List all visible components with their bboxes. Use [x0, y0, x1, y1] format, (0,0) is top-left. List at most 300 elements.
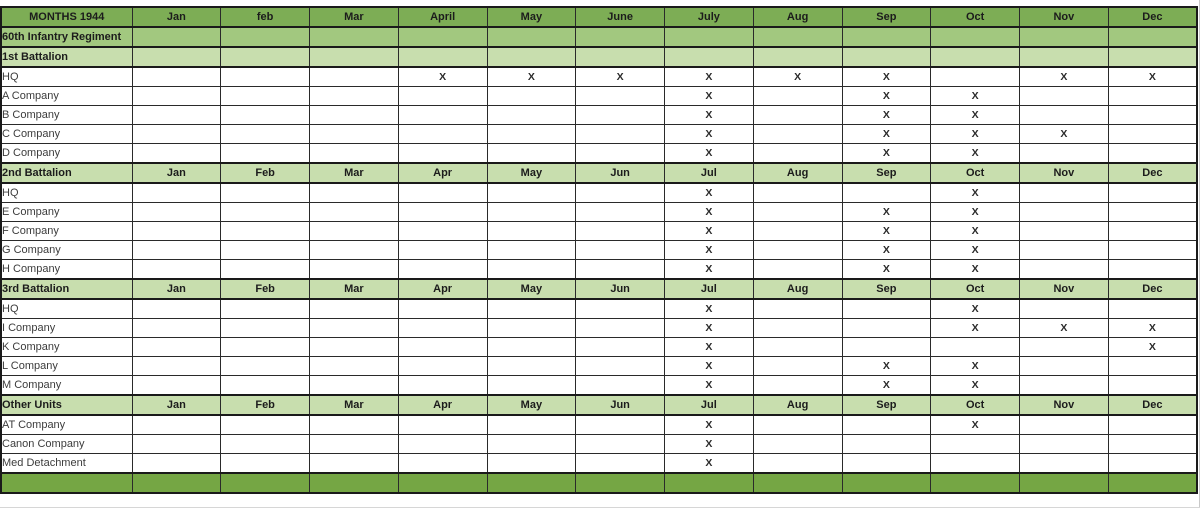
presence-mark-cell[interactable]: X — [1108, 67, 1197, 87]
presence-mark-cell[interactable]: X — [487, 67, 576, 87]
month-cell[interactable] — [842, 435, 931, 454]
unit-label-cell[interactable]: F Company — [1, 222, 132, 241]
month-header-cell[interactable]: Oct — [931, 163, 1020, 183]
month-cell[interactable] — [753, 319, 842, 338]
month-cell[interactable] — [753, 203, 842, 222]
month-cell[interactable] — [753, 144, 842, 164]
month-cell[interactable] — [310, 260, 399, 280]
month-cell[interactable] — [931, 27, 1020, 47]
month-cell[interactable] — [132, 454, 221, 474]
month-cell[interactable] — [753, 435, 842, 454]
month-cell[interactable] — [221, 87, 310, 106]
month-cell[interactable] — [576, 299, 665, 319]
month-header-cell[interactable]: Apr — [398, 279, 487, 299]
month-cell[interactable] — [753, 454, 842, 474]
presence-mark-cell[interactable]: X — [1020, 125, 1109, 144]
month-cell[interactable] — [221, 338, 310, 357]
presence-mark-cell[interactable]: X — [665, 144, 754, 164]
month-cell[interactable] — [576, 27, 665, 47]
month-cell[interactable] — [132, 260, 221, 280]
month-cell[interactable] — [1020, 376, 1109, 396]
month-cell[interactable] — [132, 67, 221, 87]
presence-mark-cell[interactable]: X — [665, 125, 754, 144]
month-cell[interactable] — [842, 47, 931, 67]
month-cell[interactable] — [753, 299, 842, 319]
table-title-cell[interactable]: MONTHS 1944 — [1, 7, 132, 27]
presence-mark-cell[interactable]: X — [842, 222, 931, 241]
presence-mark-cell[interactable]: X — [842, 87, 931, 106]
month-cell[interactable] — [221, 357, 310, 376]
month-header-cell[interactable]: Mar — [310, 279, 399, 299]
presence-mark-cell[interactable]: X — [665, 203, 754, 222]
presence-mark-cell[interactable]: X — [1108, 319, 1197, 338]
month-cell[interactable] — [221, 454, 310, 474]
month-cell[interactable] — [221, 125, 310, 144]
month-cell[interactable] — [576, 473, 665, 493]
month-cell[interactable] — [487, 299, 576, 319]
regiment-label-cell[interactable]: 60th Infantry Regiment — [1, 27, 132, 47]
month-cell[interactable] — [310, 203, 399, 222]
presence-mark-cell[interactable]: X — [931, 144, 1020, 164]
month-cell[interactable] — [931, 435, 1020, 454]
month-cell[interactable] — [132, 87, 221, 106]
month-cell[interactable] — [1108, 106, 1197, 125]
month-cell[interactable] — [310, 357, 399, 376]
month-cell[interactable] — [576, 222, 665, 241]
presence-mark-cell[interactable]: X — [842, 106, 931, 125]
presence-mark-cell[interactable]: X — [665, 415, 754, 435]
month-cell[interactable] — [1020, 144, 1109, 164]
month-header-cell[interactable]: Dec — [1108, 163, 1197, 183]
month-cell[interactable] — [310, 222, 399, 241]
month-cell[interactable] — [487, 454, 576, 474]
month-cell[interactable] — [1020, 260, 1109, 280]
month-cell[interactable] — [487, 415, 576, 435]
month-header-cell[interactable]: May — [487, 163, 576, 183]
month-cell[interactable] — [1020, 357, 1109, 376]
month-cell[interactable] — [221, 67, 310, 87]
month-cell[interactable] — [1108, 47, 1197, 67]
month-header-cell[interactable]: June — [576, 7, 665, 27]
month-header-cell[interactable]: Jun — [576, 395, 665, 415]
month-cell[interactable] — [1108, 183, 1197, 203]
presence-mark-cell[interactable]: X — [931, 106, 1020, 125]
month-cell[interactable] — [398, 125, 487, 144]
month-cell[interactable] — [1020, 106, 1109, 125]
presence-mark-cell[interactable]: X — [842, 67, 931, 87]
month-cell[interactable] — [1108, 454, 1197, 474]
month-cell[interactable] — [487, 203, 576, 222]
month-cell[interactable] — [576, 183, 665, 203]
month-cell[interactable] — [221, 203, 310, 222]
month-cell[interactable] — [487, 473, 576, 493]
month-cell[interactable] — [398, 260, 487, 280]
month-cell[interactable] — [398, 144, 487, 164]
month-header-cell[interactable]: May — [487, 7, 576, 27]
unit-label-cell[interactable]: HQ — [1, 67, 132, 87]
month-cell[interactable] — [487, 125, 576, 144]
month-cell[interactable] — [1020, 454, 1109, 474]
presence-mark-cell[interactable]: X — [931, 183, 1020, 203]
month-cell[interactable] — [310, 435, 399, 454]
month-header-cell[interactable]: Jul — [665, 395, 754, 415]
unit-label-cell[interactable]: D Company — [1, 144, 132, 164]
month-cell[interactable] — [842, 415, 931, 435]
month-cell[interactable] — [487, 144, 576, 164]
month-cell[interactable] — [1020, 222, 1109, 241]
presence-mark-cell[interactable]: X — [931, 125, 1020, 144]
month-cell[interactable] — [665, 27, 754, 47]
unit-label-cell[interactable]: Med Detachment — [1, 454, 132, 474]
month-cell[interactable] — [487, 222, 576, 241]
month-cell[interactable] — [310, 338, 399, 357]
section-label-cell[interactable]: 3rd Battalion — [1, 279, 132, 299]
presence-mark-cell[interactable]: X — [931, 222, 1020, 241]
month-cell[interactable] — [1020, 87, 1109, 106]
footer-label-cell[interactable] — [1, 473, 132, 493]
month-cell[interactable] — [310, 106, 399, 125]
month-cell[interactable] — [753, 473, 842, 493]
month-cell[interactable] — [221, 415, 310, 435]
month-cell[interactable] — [1020, 183, 1109, 203]
month-header-cell[interactable]: Oct — [931, 279, 1020, 299]
presence-mark-cell[interactable]: X — [665, 454, 754, 474]
month-cell[interactable] — [310, 376, 399, 396]
month-header-cell[interactable]: May — [487, 279, 576, 299]
month-cell[interactable] — [132, 299, 221, 319]
month-cell[interactable] — [665, 47, 754, 67]
month-header-cell[interactable]: Dec — [1108, 7, 1197, 27]
month-cell[interactable] — [221, 183, 310, 203]
month-header-cell[interactable]: Nov — [1020, 279, 1109, 299]
month-cell[interactable] — [221, 27, 310, 47]
month-cell[interactable] — [221, 241, 310, 260]
presence-mark-cell[interactable]: X — [665, 241, 754, 260]
month-cell[interactable] — [310, 241, 399, 260]
month-cell[interactable] — [132, 27, 221, 47]
month-cell[interactable] — [132, 222, 221, 241]
month-cell[interactable] — [1108, 376, 1197, 396]
month-cell[interactable] — [132, 144, 221, 164]
presence-mark-cell[interactable]: X — [842, 125, 931, 144]
month-cell[interactable] — [310, 415, 399, 435]
month-header-cell[interactable]: Oct — [931, 395, 1020, 415]
month-cell[interactable] — [1020, 241, 1109, 260]
month-cell[interactable] — [1108, 299, 1197, 319]
month-cell[interactable] — [1020, 473, 1109, 493]
presence-mark-cell[interactable]: X — [665, 435, 754, 454]
month-cell[interactable] — [665, 473, 754, 493]
month-cell[interactable] — [753, 222, 842, 241]
month-cell[interactable] — [753, 260, 842, 280]
unit-label-cell[interactable]: H Company — [1, 260, 132, 280]
month-cell[interactable] — [398, 87, 487, 106]
month-cell[interactable] — [310, 183, 399, 203]
month-cell[interactable] — [842, 319, 931, 338]
month-cell[interactable] — [1108, 415, 1197, 435]
month-cell[interactable] — [398, 27, 487, 47]
month-cell[interactable] — [398, 338, 487, 357]
presence-mark-cell[interactable]: X — [1020, 319, 1109, 338]
month-cell[interactable] — [398, 376, 487, 396]
month-cell[interactable] — [842, 183, 931, 203]
month-cell[interactable] — [1020, 415, 1109, 435]
presence-mark-cell[interactable]: X — [665, 67, 754, 87]
unit-label-cell[interactable]: G Company — [1, 241, 132, 260]
month-cell[interactable] — [398, 222, 487, 241]
month-cell[interactable] — [310, 454, 399, 474]
month-header-cell[interactable]: Mar — [310, 7, 399, 27]
month-cell[interactable] — [310, 299, 399, 319]
month-cell[interactable] — [1020, 435, 1109, 454]
presence-mark-cell[interactable]: X — [665, 87, 754, 106]
month-cell[interactable] — [576, 338, 665, 357]
month-cell[interactable] — [487, 241, 576, 260]
presence-mark-cell[interactable]: X — [576, 67, 665, 87]
unit-label-cell[interactable]: HQ — [1, 183, 132, 203]
month-cell[interactable] — [132, 415, 221, 435]
month-cell[interactable] — [576, 144, 665, 164]
month-header-cell[interactable]: Sep — [842, 163, 931, 183]
presence-mark-cell[interactable]: X — [1108, 338, 1197, 357]
month-header-cell[interactable]: Sep — [842, 395, 931, 415]
month-cell[interactable] — [753, 376, 842, 396]
month-cell[interactable] — [221, 299, 310, 319]
month-cell[interactable] — [310, 319, 399, 338]
month-cell[interactable] — [310, 87, 399, 106]
month-cell[interactable] — [753, 27, 842, 47]
month-cell[interactable] — [753, 125, 842, 144]
presence-mark-cell[interactable]: X — [398, 67, 487, 87]
month-cell[interactable] — [221, 47, 310, 67]
month-cell[interactable] — [487, 376, 576, 396]
month-header-cell[interactable]: Feb — [221, 279, 310, 299]
presence-mark-cell[interactable]: X — [931, 299, 1020, 319]
presence-mark-cell[interactable]: X — [665, 260, 754, 280]
presence-mark-cell[interactable]: X — [665, 319, 754, 338]
month-cell[interactable] — [753, 415, 842, 435]
month-cell[interactable] — [931, 47, 1020, 67]
month-cell[interactable] — [310, 67, 399, 87]
month-cell[interactable] — [487, 183, 576, 203]
month-cell[interactable] — [310, 125, 399, 144]
month-cell[interactable] — [753, 338, 842, 357]
month-cell[interactable] — [398, 106, 487, 125]
month-cell[interactable] — [1108, 260, 1197, 280]
month-header-cell[interactable]: Nov — [1020, 395, 1109, 415]
presence-mark-cell[interactable]: X — [931, 203, 1020, 222]
month-header-cell[interactable]: Apr — [398, 163, 487, 183]
month-cell[interactable] — [487, 338, 576, 357]
month-cell[interactable] — [487, 106, 576, 125]
unit-label-cell[interactable]: Canon Company — [1, 435, 132, 454]
month-cell[interactable] — [398, 415, 487, 435]
month-cell[interactable] — [487, 435, 576, 454]
month-cell[interactable] — [576, 241, 665, 260]
month-cell[interactable] — [132, 183, 221, 203]
month-cell[interactable] — [576, 125, 665, 144]
presence-mark-cell[interactable]: X — [931, 415, 1020, 435]
unit-label-cell[interactable]: I Company — [1, 319, 132, 338]
section-label-cell[interactable]: 1st Battalion — [1, 47, 132, 67]
month-header-cell[interactable]: April — [398, 7, 487, 27]
presence-mark-cell[interactable]: X — [665, 106, 754, 125]
month-cell[interactable] — [132, 435, 221, 454]
month-cell[interactable] — [310, 27, 399, 47]
month-header-cell[interactable]: May — [487, 395, 576, 415]
month-cell[interactable] — [931, 67, 1020, 87]
presence-mark-cell[interactable]: X — [753, 67, 842, 87]
month-cell[interactable] — [753, 106, 842, 125]
month-cell[interactable] — [576, 47, 665, 67]
month-cell[interactable] — [398, 454, 487, 474]
month-header-cell[interactable]: Mar — [310, 163, 399, 183]
month-header-cell[interactable]: Feb — [221, 395, 310, 415]
presence-mark-cell[interactable]: X — [931, 319, 1020, 338]
month-cell[interactable] — [398, 299, 487, 319]
month-cell[interactable] — [398, 241, 487, 260]
month-cell[interactable] — [842, 454, 931, 474]
month-cell[interactable] — [576, 415, 665, 435]
month-cell[interactable] — [1020, 338, 1109, 357]
month-cell[interactable] — [576, 203, 665, 222]
unit-label-cell[interactable]: K Company — [1, 338, 132, 357]
unit-label-cell[interactable]: E Company — [1, 203, 132, 222]
month-cell[interactable] — [310, 473, 399, 493]
month-cell[interactable] — [1020, 27, 1109, 47]
month-cell[interactable] — [842, 299, 931, 319]
month-cell[interactable] — [576, 357, 665, 376]
presence-mark-cell[interactable]: X — [931, 87, 1020, 106]
month-cell[interactable] — [576, 260, 665, 280]
month-cell[interactable] — [576, 435, 665, 454]
month-header-cell[interactable]: Jun — [576, 279, 665, 299]
month-cell[interactable] — [221, 435, 310, 454]
month-header-cell[interactable]: Nov — [1020, 163, 1109, 183]
month-cell[interactable] — [1108, 435, 1197, 454]
month-header-cell[interactable]: Jul — [665, 163, 754, 183]
presence-mark-cell[interactable]: X — [665, 357, 754, 376]
month-cell[interactable] — [1108, 473, 1197, 493]
presence-mark-cell[interactable]: X — [1020, 67, 1109, 87]
month-cell[interactable] — [487, 47, 576, 67]
presence-mark-cell[interactable]: X — [665, 338, 754, 357]
month-header-cell[interactable]: Jan — [132, 395, 221, 415]
month-cell[interactable] — [1108, 125, 1197, 144]
presence-mark-cell[interactable]: X — [931, 260, 1020, 280]
month-cell[interactable] — [132, 125, 221, 144]
month-cell[interactable] — [132, 473, 221, 493]
month-cell[interactable] — [842, 338, 931, 357]
unit-label-cell[interactable]: L Company — [1, 357, 132, 376]
month-cell[interactable] — [487, 87, 576, 106]
presence-mark-cell[interactable]: X — [842, 144, 931, 164]
month-header-cell[interactable]: Apr — [398, 395, 487, 415]
month-cell[interactable] — [221, 376, 310, 396]
presence-mark-cell[interactable]: X — [842, 376, 931, 396]
month-cell[interactable] — [753, 183, 842, 203]
month-cell[interactable] — [1108, 222, 1197, 241]
month-header-cell[interactable]: Jan — [132, 163, 221, 183]
month-cell[interactable] — [487, 357, 576, 376]
month-header-cell[interactable]: Dec — [1108, 395, 1197, 415]
month-cell[interactable] — [576, 454, 665, 474]
month-cell[interactable] — [221, 260, 310, 280]
unit-label-cell[interactable]: B Company — [1, 106, 132, 125]
month-header-cell[interactable]: July — [665, 7, 754, 27]
presence-mark-cell[interactable]: X — [931, 376, 1020, 396]
month-cell[interactable] — [132, 106, 221, 125]
month-header-cell[interactable]: Sep — [842, 279, 931, 299]
month-cell[interactable] — [487, 260, 576, 280]
month-cell[interactable] — [132, 338, 221, 357]
month-header-cell[interactable]: Mar — [310, 395, 399, 415]
month-cell[interactable] — [1020, 299, 1109, 319]
month-header-cell[interactable]: Dec — [1108, 279, 1197, 299]
presence-mark-cell[interactable]: X — [665, 222, 754, 241]
section-label-cell[interactable]: 2nd Battalion — [1, 163, 132, 183]
month-cell[interactable] — [1108, 27, 1197, 47]
month-cell[interactable] — [931, 338, 1020, 357]
month-cell[interactable] — [310, 47, 399, 67]
presence-mark-cell[interactable]: X — [842, 241, 931, 260]
month-header-cell[interactable]: Jul — [665, 279, 754, 299]
presence-mark-cell[interactable]: X — [931, 241, 1020, 260]
month-cell[interactable] — [1108, 357, 1197, 376]
month-cell[interactable] — [221, 222, 310, 241]
month-cell[interactable] — [132, 203, 221, 222]
presence-mark-cell[interactable]: X — [665, 183, 754, 203]
month-cell[interactable] — [576, 376, 665, 396]
month-cell[interactable] — [132, 47, 221, 67]
month-cell[interactable] — [221, 106, 310, 125]
month-cell[interactable] — [1020, 47, 1109, 67]
month-cell[interactable] — [132, 357, 221, 376]
month-header-cell[interactable]: Aug — [753, 7, 842, 27]
presence-mark-cell[interactable]: X — [931, 357, 1020, 376]
presence-mark-cell[interactable]: X — [665, 299, 754, 319]
month-cell[interactable] — [398, 203, 487, 222]
month-header-cell[interactable]: Sep — [842, 7, 931, 27]
month-cell[interactable] — [310, 144, 399, 164]
month-cell[interactable] — [1108, 203, 1197, 222]
presence-mark-cell[interactable]: X — [842, 203, 931, 222]
month-header-cell[interactable]: Aug — [753, 279, 842, 299]
unit-label-cell[interactable]: M Company — [1, 376, 132, 396]
month-cell[interactable] — [487, 27, 576, 47]
month-cell[interactable] — [1108, 241, 1197, 260]
month-cell[interactable] — [753, 357, 842, 376]
month-cell[interactable] — [398, 47, 487, 67]
month-cell[interactable] — [1108, 87, 1197, 106]
month-cell[interactable] — [398, 473, 487, 493]
month-header-cell[interactable]: Aug — [753, 395, 842, 415]
month-cell[interactable] — [132, 376, 221, 396]
month-cell[interactable] — [576, 319, 665, 338]
unit-label-cell[interactable]: HQ — [1, 299, 132, 319]
section-label-cell[interactable]: Other Units — [1, 395, 132, 415]
month-cell[interactable] — [931, 454, 1020, 474]
month-cell[interactable] — [1108, 144, 1197, 164]
month-header-cell[interactable]: Jan — [132, 279, 221, 299]
unit-label-cell[interactable]: C Company — [1, 125, 132, 144]
month-header-cell[interactable]: Nov — [1020, 7, 1109, 27]
month-cell[interactable] — [221, 473, 310, 493]
month-cell[interactable] — [753, 47, 842, 67]
unit-label-cell[interactable]: AT Company — [1, 415, 132, 435]
presence-mark-cell[interactable]: X — [842, 260, 931, 280]
month-cell[interactable] — [398, 357, 487, 376]
